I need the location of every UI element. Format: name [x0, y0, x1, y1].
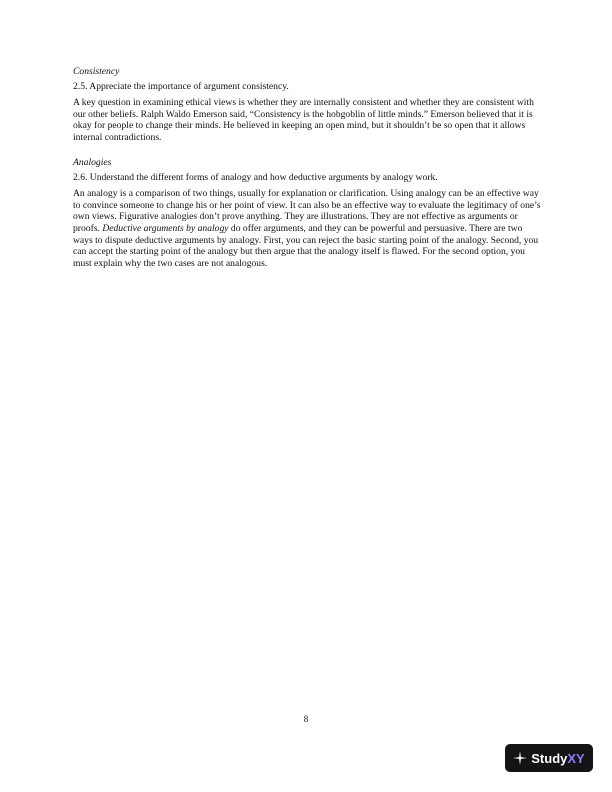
plus-sparkle-icon — [513, 751, 527, 765]
section-analogies — [73, 157, 543, 270]
section-heading: Consistency — [73, 66, 120, 77]
section-consistency — [73, 66, 543, 144]
learning-objective: 2.6. Understand the different forms of analogy and how deductive arguments by analogy work. — [73, 171, 438, 183]
section-body — [73, 188, 543, 270]
page-number: 8 — [303, 714, 309, 724]
section-heading: Analogies — [73, 156, 112, 168]
section-body: A key question in examining ethical views is whether they are internally consistent and whether they are consistent with our other beliefs. Ralph Waldo Emerson said, “Consistency is the hobgoblin of little minds.” Emerson believed that it is okay for people to change their minds. He believed in keeping an open mind, but it shouldn’t be so open that it allows internal contradictions. — [73, 97, 534, 144]
learning-objective: 2.5. Appreciate the importance of argument consistency. — [73, 81, 289, 92]
body-text: do offer arguments, and they can be powerful and persuasive. There are two ways to dispute deductive arguments by analogy. First, you can reject the basic starting point of the analogy. Second, you can accept the starting point of the analogy but then argue that the analogy itself is flawed. For the second option, you must explain why the two cases are not analogous. — [73, 222, 539, 270]
body-emphasis: Deductive arguments by analogy — [102, 222, 229, 234]
studyxy-badge[interactable] — [505, 744, 593, 772]
badge-label — [531, 751, 584, 766]
document-page — [73, 66, 543, 283]
badge-text-main: Study — [531, 750, 568, 766]
badge-text-accent: XY — [567, 750, 585, 766]
body-text: An analogy is a comparison of two things, usually for explanation or clarification. Using analogy can be an effective way to convince someone to change his or her point of view. It can also be an effective way to evaluate the legitimacy of one’s own views. Figurative analogies don’t prove anything. They are illustrations. They are not effective as arguments or proofs. — [73, 187, 541, 234]
